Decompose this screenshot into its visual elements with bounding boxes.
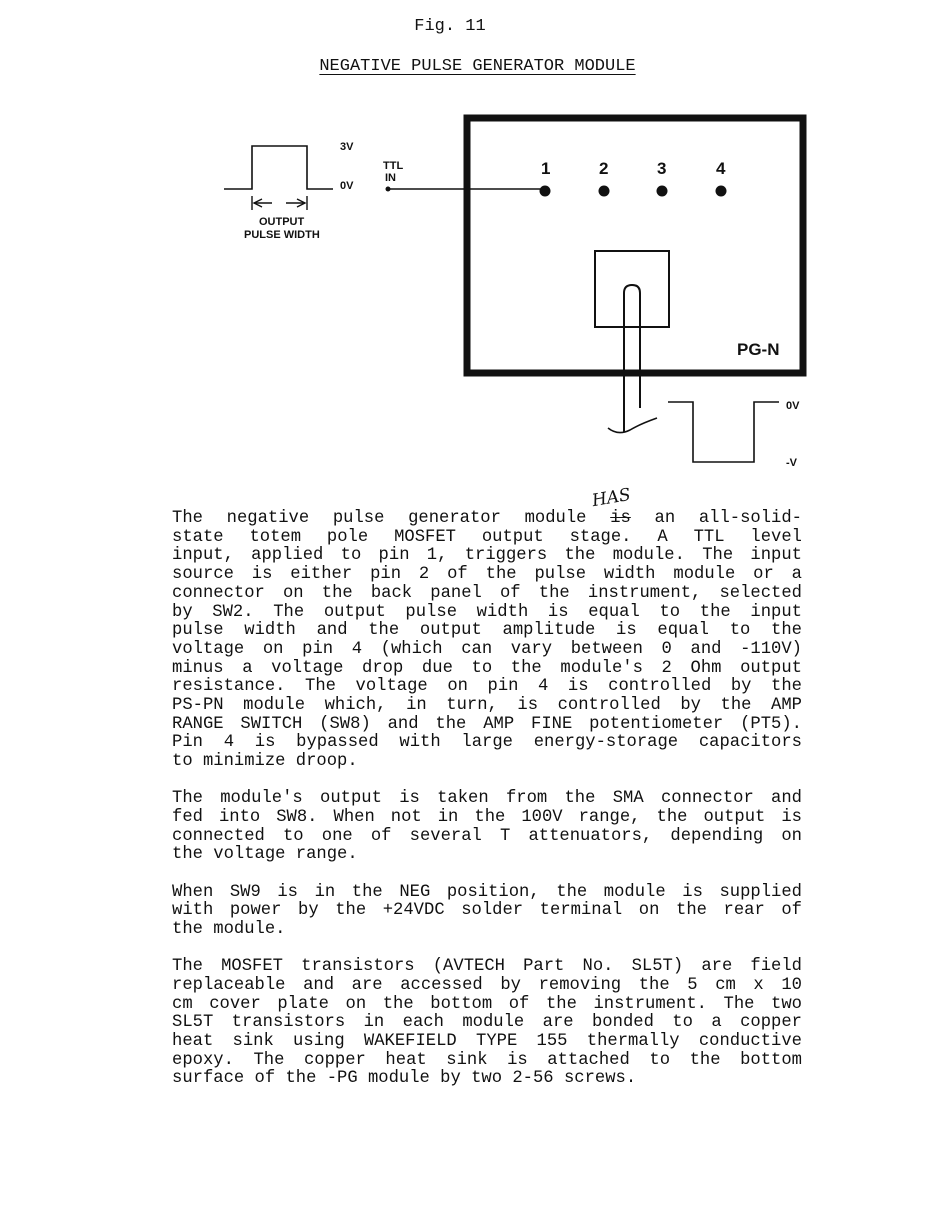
text-line: pulse width and the output amplitude is equal to the — [172, 621, 802, 641]
text-line: PS-PN module which, in turn, is controlled by the AMP — [172, 696, 802, 716]
output-low-label: -V — [786, 457, 797, 469]
text-line: source is either pin 2 of the pulse width module or a — [172, 565, 802, 585]
connector-housing — [595, 251, 669, 327]
text-line: fed into SW8. When not in the 100V range, the output is — [172, 808, 802, 828]
text-line: The module's output is taken from the SMA connector and — [172, 789, 802, 809]
text-line: state totem pole MOSFET output stage. A TTL level — [172, 527, 802, 547]
pulse-width-label-2: PULSE WIDTH — [244, 229, 320, 241]
text-line: the module. — [172, 920, 286, 940]
pin-3-dot — [657, 186, 668, 197]
coax-cable — [624, 285, 640, 408]
text-line: with power by the +24VDC solder terminal on the rear of — [172, 901, 802, 921]
output-pulse-waveform — [668, 402, 779, 462]
text-line: connector on the back panel of the instrument, selected — [172, 583, 802, 603]
text-line: by SW2. The output pulse width is equal to the input — [172, 602, 802, 622]
description-text — [172, 510, 802, 1108]
figure-title: NEGATIVE PULSE GENERATOR MODULE — [319, 57, 636, 76]
text-line: voltage on pin 4 (which can vary between 0 and -110V) — [172, 639, 802, 659]
module-label: PG-N — [737, 340, 780, 359]
text-line: The MOSFET transistors (AVTECH Part No. SL5T) are field — [172, 957, 802, 977]
pg-n-module-box — [467, 118, 803, 373]
pin-1-label: 1 — [541, 159, 551, 178]
paragraph-3 — [172, 884, 802, 940]
text-line: replaceable and are accessed by removing the 5 cm x 10 — [172, 975, 802, 995]
text-line: minus a voltage drop due to the module's 2 Ohm output — [172, 658, 802, 678]
cable-break-curve — [608, 418, 657, 433]
pin-4-dot — [716, 186, 727, 197]
text-line: SL5T transistors in each module are bonded to a copper — [172, 1013, 802, 1033]
text-line: input, applied to pin 1, triggers the module. The input — [172, 546, 802, 566]
pin-2-label: 2 — [599, 159, 609, 178]
text-line: When SW9 is in the NEG position, the module is supplied — [172, 882, 802, 902]
text-line: resistance. The voltage on pin 4 is controlled by the — [172, 677, 802, 697]
ttl-label: TTL — [383, 160, 404, 172]
paragraph-2 — [172, 790, 802, 865]
output-high-label: 0V — [786, 400, 800, 412]
text-line: connected to one of several T attenuators, depending on — [172, 826, 802, 846]
figure-number: Fig. 11 — [414, 17, 486, 36]
text-line: cm cover plate on the bottom of the instrument. The two — [172, 994, 802, 1014]
handwritten-correction: HAS — [590, 484, 633, 512]
ttl-in-label: IN — [385, 172, 396, 184]
text-line: Pin 4 is bypassed with large energy-storage capacitors — [172, 733, 802, 753]
input-pulse-waveform — [224, 146, 333, 189]
text-line: surface of the -PG module by two 2-56 screws. — [172, 1069, 637, 1089]
pulse-width-arrow — [252, 196, 307, 210]
input-low-label: 0V — [340, 180, 354, 192]
text-line: epoxy. The copper heat sink is attached to the bottom — [172, 1050, 802, 1070]
pulse-width-label-1: OUTPUT — [259, 216, 305, 228]
circuit-diagram — [0, 0, 950, 480]
text-line: to minimize droop. — [172, 752, 358, 772]
pin-2-dot — [599, 186, 610, 197]
paragraph-4 — [172, 958, 802, 1089]
input-high-label: 3V — [340, 141, 354, 153]
paragraph-1-line-1: The negative pulse generator module is an all-solid- — [172, 509, 802, 528]
text-line: the voltage range. — [172, 845, 358, 865]
text-line: RANGE SWITCH (SW8) and the AMP FINE potentiometer (PT5). — [172, 714, 802, 734]
paragraph-1 — [172, 510, 802, 772]
text-line: heat sink using WAKEFIELD TYPE 155 thermally conductive — [172, 1032, 802, 1052]
pin-1-dot — [540, 186, 551, 197]
pin-3-label: 3 — [657, 159, 667, 178]
pin-4-label: 4 — [716, 159, 726, 178]
